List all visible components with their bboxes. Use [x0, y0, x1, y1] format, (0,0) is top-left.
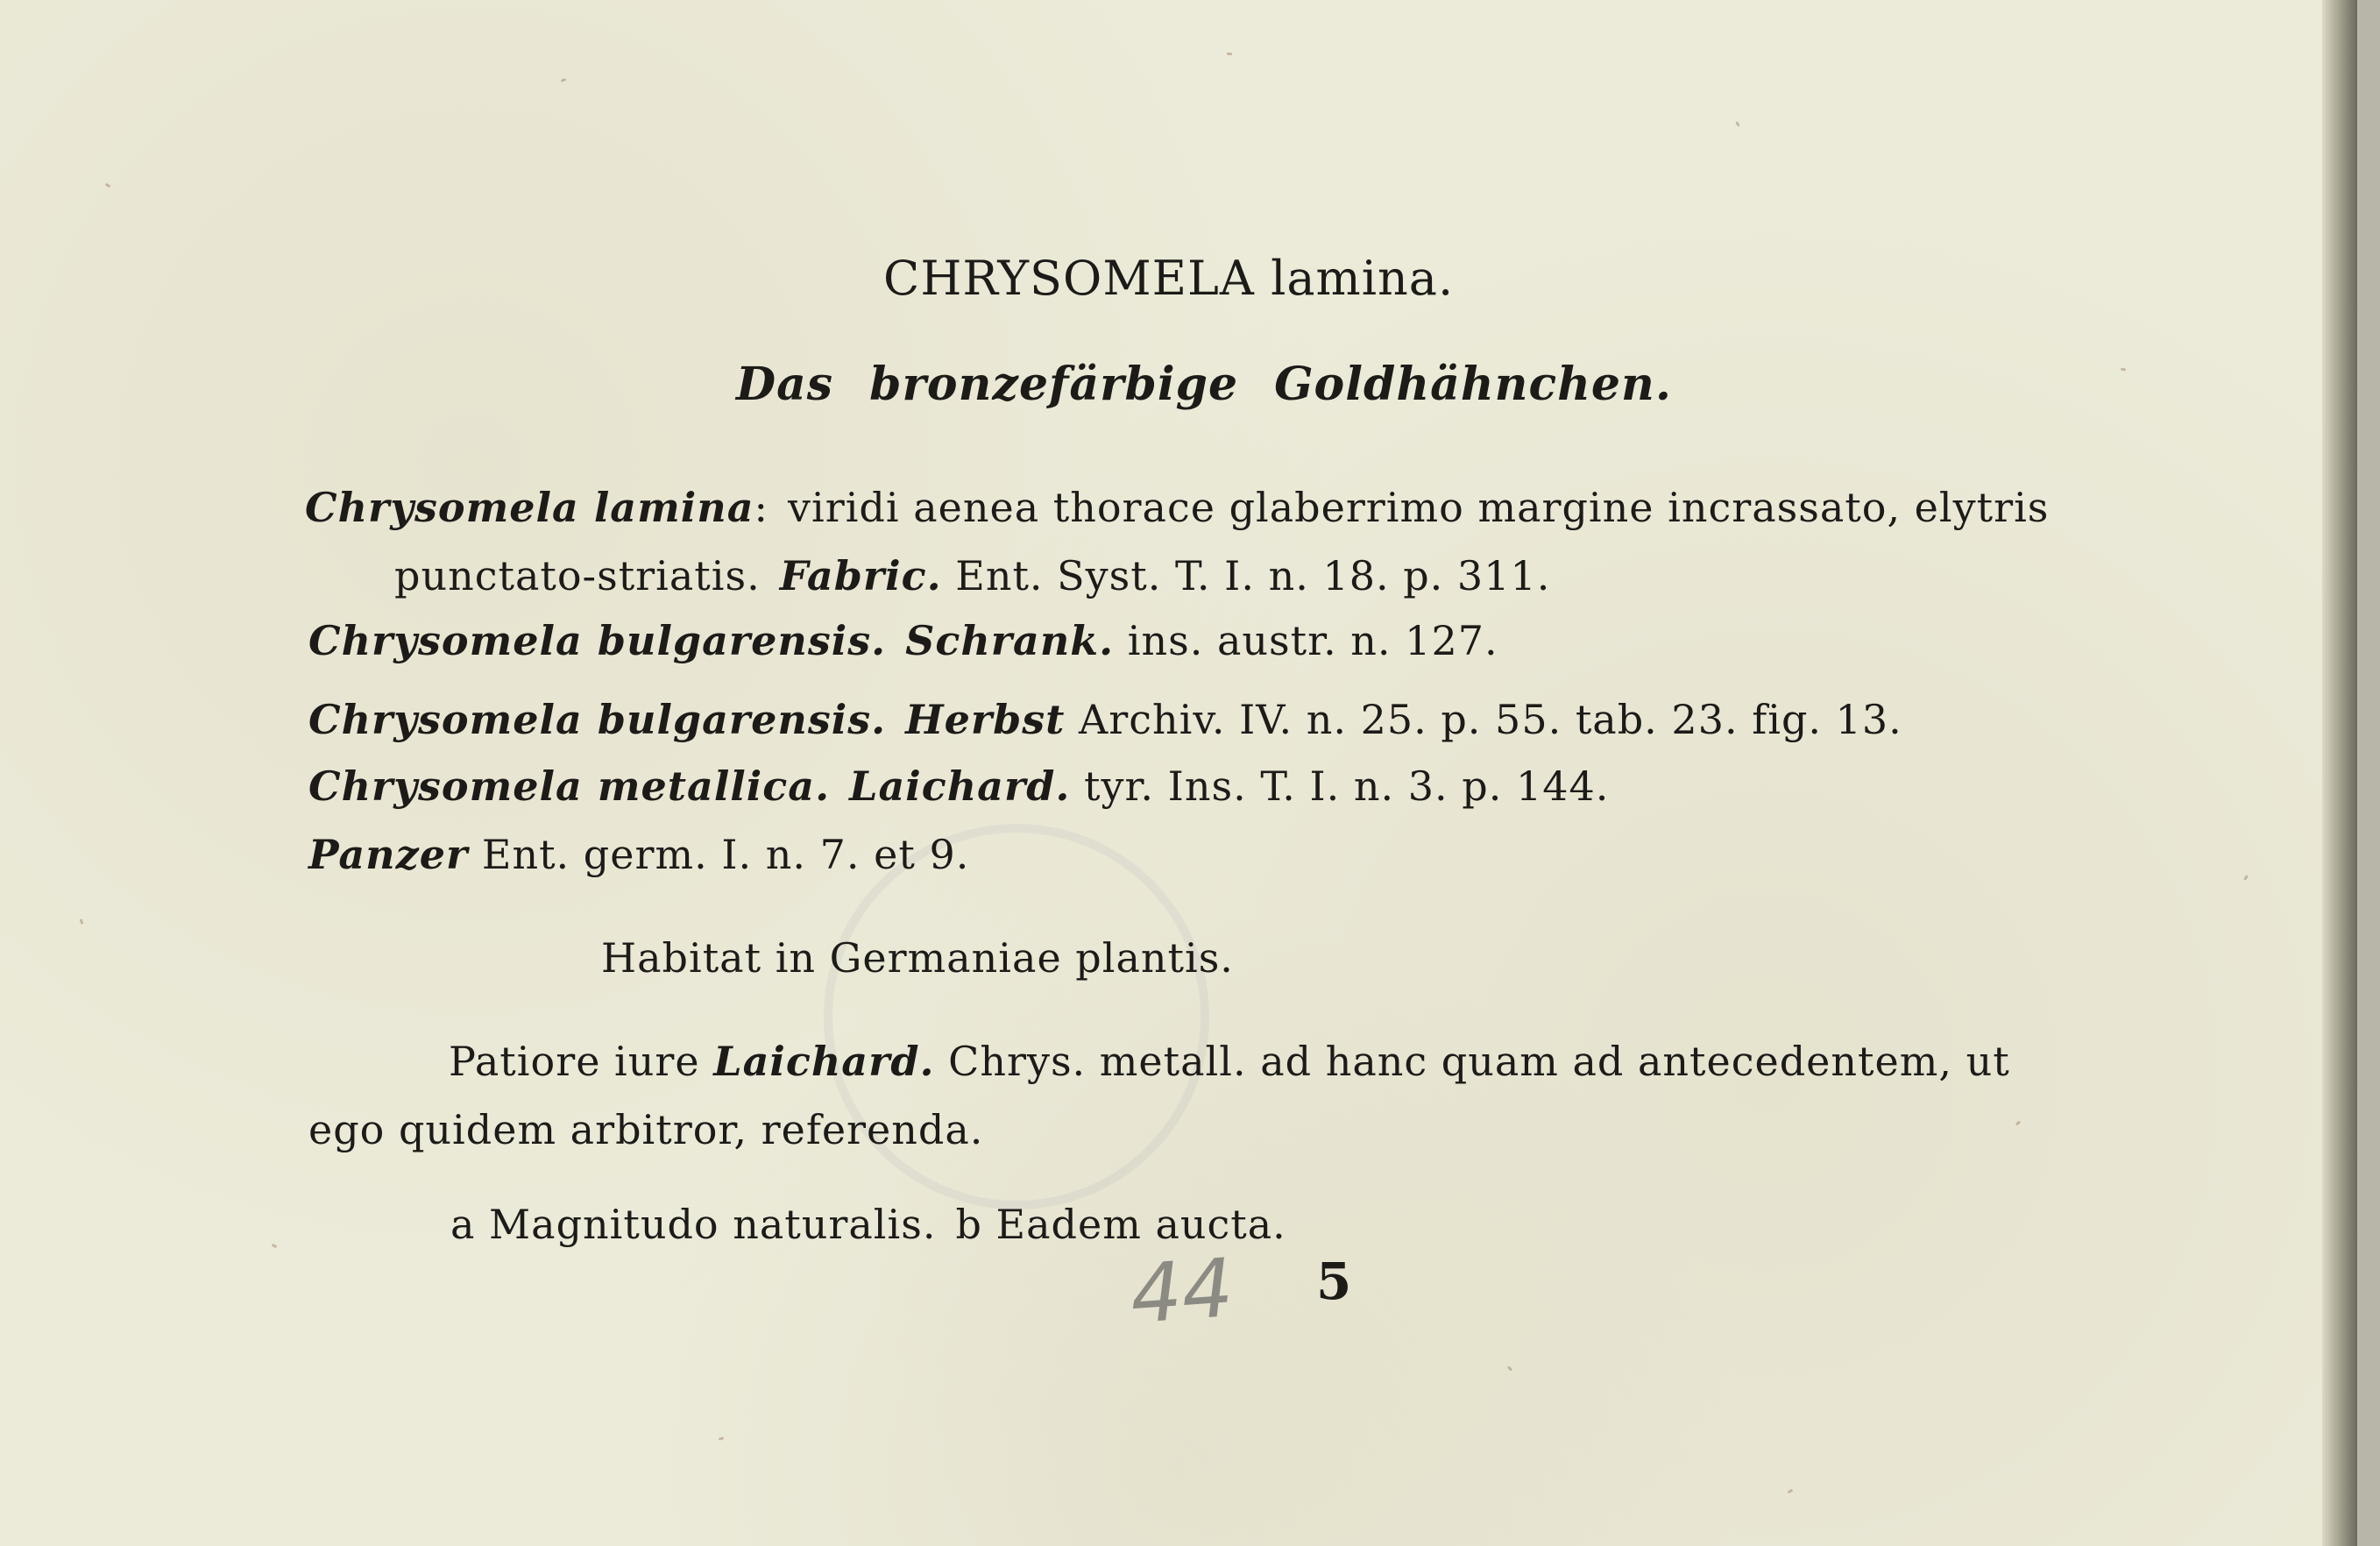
- note-author: Laichard.: [713, 1038, 935, 1085]
- entry-2: [308, 617, 1498, 664]
- entry-5: [308, 831, 969, 878]
- entry-4-name: Chrysomela metallica.: [308, 762, 831, 810]
- habitat-line: Habitat in Germaniae plantis.: [601, 934, 1234, 982]
- title-species: lamina.: [1271, 251, 1455, 306]
- entry-4: [308, 762, 1609, 810]
- entry-5-name: Panzer: [308, 831, 469, 878]
- entry-1-name: Chrysomela lamina: [305, 484, 754, 531]
- note-line-1: [449, 1038, 2010, 1085]
- entry-3-author: Herbst: [905, 696, 1066, 743]
- title-genus: CHRYSOMELA: [883, 251, 1255, 306]
- note-part-2: Chrys. metall. ad hanc quam ad antecedentem, ut: [948, 1038, 2010, 1085]
- entry-2-author: Schrank.: [905, 617, 1115, 664]
- entry-1-separator: :: [754, 484, 769, 531]
- entry-1-text: viridi aenea thorace glaberrimo margine incrassato, elytris: [788, 484, 2050, 531]
- entry-2-ref: ins. austr. n. 127.: [1127, 617, 1498, 664]
- legend-b: b Eadem aucta.: [955, 1201, 1286, 1248]
- handwritten-number: 44: [1127, 1241, 1236, 1342]
- entry-3: [308, 696, 1902, 743]
- page-edge: [2322, 0, 2357, 1546]
- entry-1-cont-text: punctato-striatis.: [394, 552, 761, 599]
- legend-line: [450, 1201, 1286, 1248]
- page-number: 5: [1316, 1252, 1352, 1311]
- entry-2-name: Chrysomela bulgarensis.: [308, 617, 887, 664]
- note-line-2: ego quidem arbitror, referenda.: [308, 1106, 984, 1153]
- entry-4-author: Laichard.: [849, 762, 1071, 810]
- entry-3-ref: Archiv. IV. n. 25. p. 55. tab. 23. fig. 13.: [1079, 696, 1902, 743]
- entry-1-line-2: [394, 552, 1550, 599]
- entry-3-name: Chrysomela bulgarensis.: [308, 696, 887, 743]
- page-subtitle: Das bronzefärbige Goldhähnchen.: [736, 358, 1672, 411]
- entry-1-line-1: [305, 484, 2049, 531]
- entry-1-ref: Ent. Syst. T. I. n. 18. p. 311.: [955, 552, 1551, 599]
- page-title: [883, 251, 1454, 306]
- entry-1-author: Fabric.: [779, 552, 942, 599]
- entry-4-ref: tyr. Ins. T. I. n. 3. p. 144.: [1084, 762, 1610, 810]
- legend-a: a Magnitudo naturalis.: [450, 1201, 937, 1248]
- note-part-1: Patiore iure: [449, 1038, 700, 1085]
- entry-5-ref: Ent. germ. I. n. 7. et 9.: [481, 831, 970, 878]
